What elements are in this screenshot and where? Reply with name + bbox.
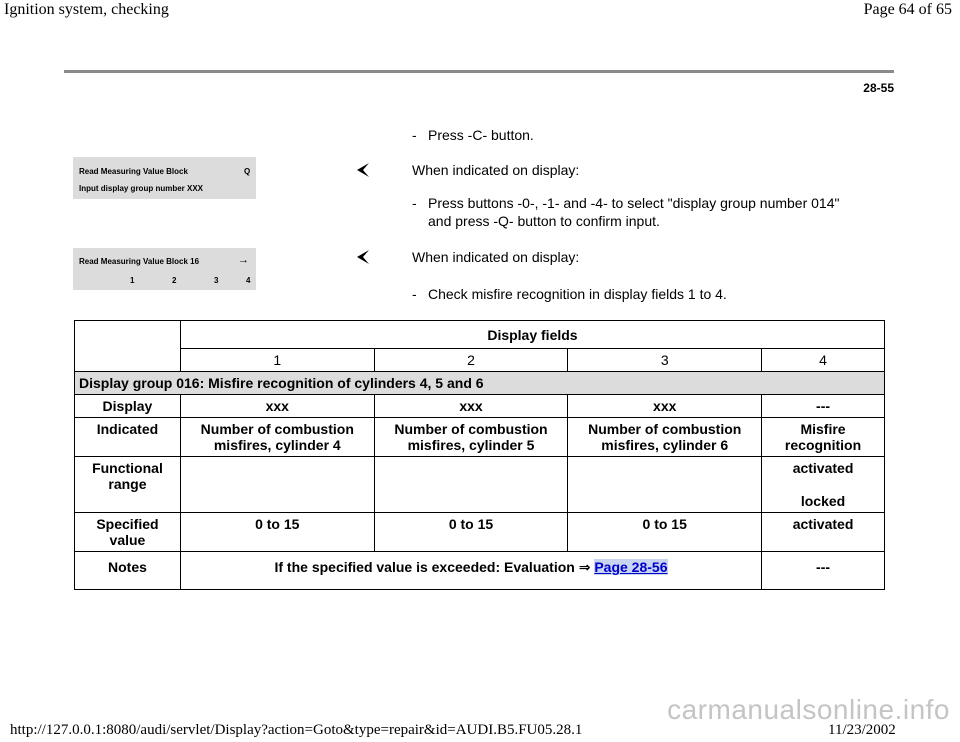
page-indicator: Page 64 of 65: [863, 1, 952, 18]
table-cell: Number of combustion misfires, cylinder 4: [180, 418, 374, 457]
table-cell: xxx: [180, 395, 374, 418]
notes-cell: [180, 552, 761, 590]
table-cell: 0 to 15: [374, 513, 568, 552]
table-row-indicated: [75, 418, 885, 457]
table-header-row: [75, 321, 885, 349]
step-dash: -: [412, 195, 417, 211]
display2-field-1: 1: [130, 276, 135, 285]
step-dash: -: [412, 127, 417, 143]
step-text: Check misfire recognition in display fields 1 to 4.: [428, 286, 727, 302]
footer-url: http://127.0.0.1:8080/audi/servlet/Display?action=Goto&type=repair&id=AUDI.B5.FU05.28.1: [10, 722, 583, 738]
display2-field-2: 2: [172, 276, 177, 285]
row-label: Specified value: [75, 513, 181, 552]
table-row-notes: [75, 552, 885, 590]
notes-text: If the specified value is exceeded: Evaluation ⇒: [274, 559, 591, 575]
note-when-indicated-2: When indicated on display:: [412, 249, 580, 265]
row-label: Display: [75, 395, 181, 418]
step-text: Press -C- button.: [428, 127, 534, 143]
table-cell: Misfire recognition: [762, 418, 885, 457]
field-number: 3: [568, 349, 762, 372]
table-row-functional-range: [75, 457, 885, 513]
display1-line1: Read Measuring Value Block: [79, 167, 188, 176]
display-group-title: Display group 016: Misfire recognition of cylinders 4, 5 and 6: [75, 372, 885, 395]
step-text-line1: Press buttons -0-, -1- and -4- to select "display group number 014": [428, 195, 840, 211]
functional-value-locked: locked: [800, 493, 846, 509]
document-title: Ignition system, checking: [4, 1, 169, 18]
note-when-indicated-1: When indicated on display:: [412, 162, 580, 178]
group-title-row: [75, 372, 885, 395]
field-number: 1: [180, 349, 374, 372]
table-cell: ---: [762, 552, 885, 590]
table-cell: 0 to 15: [180, 513, 374, 552]
table-cell: Number of combustion misfires, cylinder 6: [568, 418, 762, 457]
row-label: Functional range: [75, 457, 181, 513]
display2-line1: Read Measuring Value Block 16: [79, 257, 200, 266]
functional-value-activated: activated: [792, 460, 854, 476]
display2-field-4: 4: [246, 276, 251, 285]
footer-date: 11/23/2002: [828, 722, 896, 738]
header-rule: [64, 70, 894, 73]
tester-display-1: [73, 157, 256, 199]
table-cell: [568, 457, 762, 513]
display1-key: Q: [244, 167, 251, 176]
section-page-number: 28-55: [863, 81, 894, 95]
row-label: Indicated: [75, 418, 181, 457]
display1-line2: Input display group number XXX: [79, 184, 204, 193]
table-cell: [374, 457, 568, 513]
table-cell: xxx: [374, 395, 568, 418]
table-row-specified-value: [75, 513, 885, 552]
display2-arrow-icon: →: [238, 254, 249, 266]
table-cell: ---: [762, 395, 885, 418]
pointer-arrow-icon: [355, 249, 371, 265]
table-cell: activated: [762, 513, 885, 552]
display-fields-header: Display fields: [180, 321, 884, 349]
pointer-arrow-icon: [355, 162, 371, 178]
tester-display-2: [73, 248, 256, 290]
field-number: 4: [762, 349, 885, 372]
display-fields-table: [74, 320, 885, 590]
table-cell: Number of combustion misfires, cylinder 5: [374, 418, 568, 457]
field-number: 2: [374, 349, 568, 372]
table-cell: [180, 457, 374, 513]
table-corner-cell: [75, 321, 181, 372]
table-cell: [762, 457, 885, 513]
step-dash: -: [412, 286, 417, 302]
row-label: Notes: [75, 552, 181, 590]
display2-field-3: 3: [214, 276, 219, 285]
field-number-row: [75, 349, 885, 372]
watermark: carmanualsonline.info: [667, 694, 950, 725]
table-cell: 0 to 15: [568, 513, 762, 552]
table-row-display: [75, 395, 885, 418]
page-28-56-link[interactable]: Page 28-56: [594, 559, 668, 575]
step-text-line2: and press -Q- button to confirm input.: [428, 213, 660, 229]
table-cell: xxx: [568, 395, 762, 418]
